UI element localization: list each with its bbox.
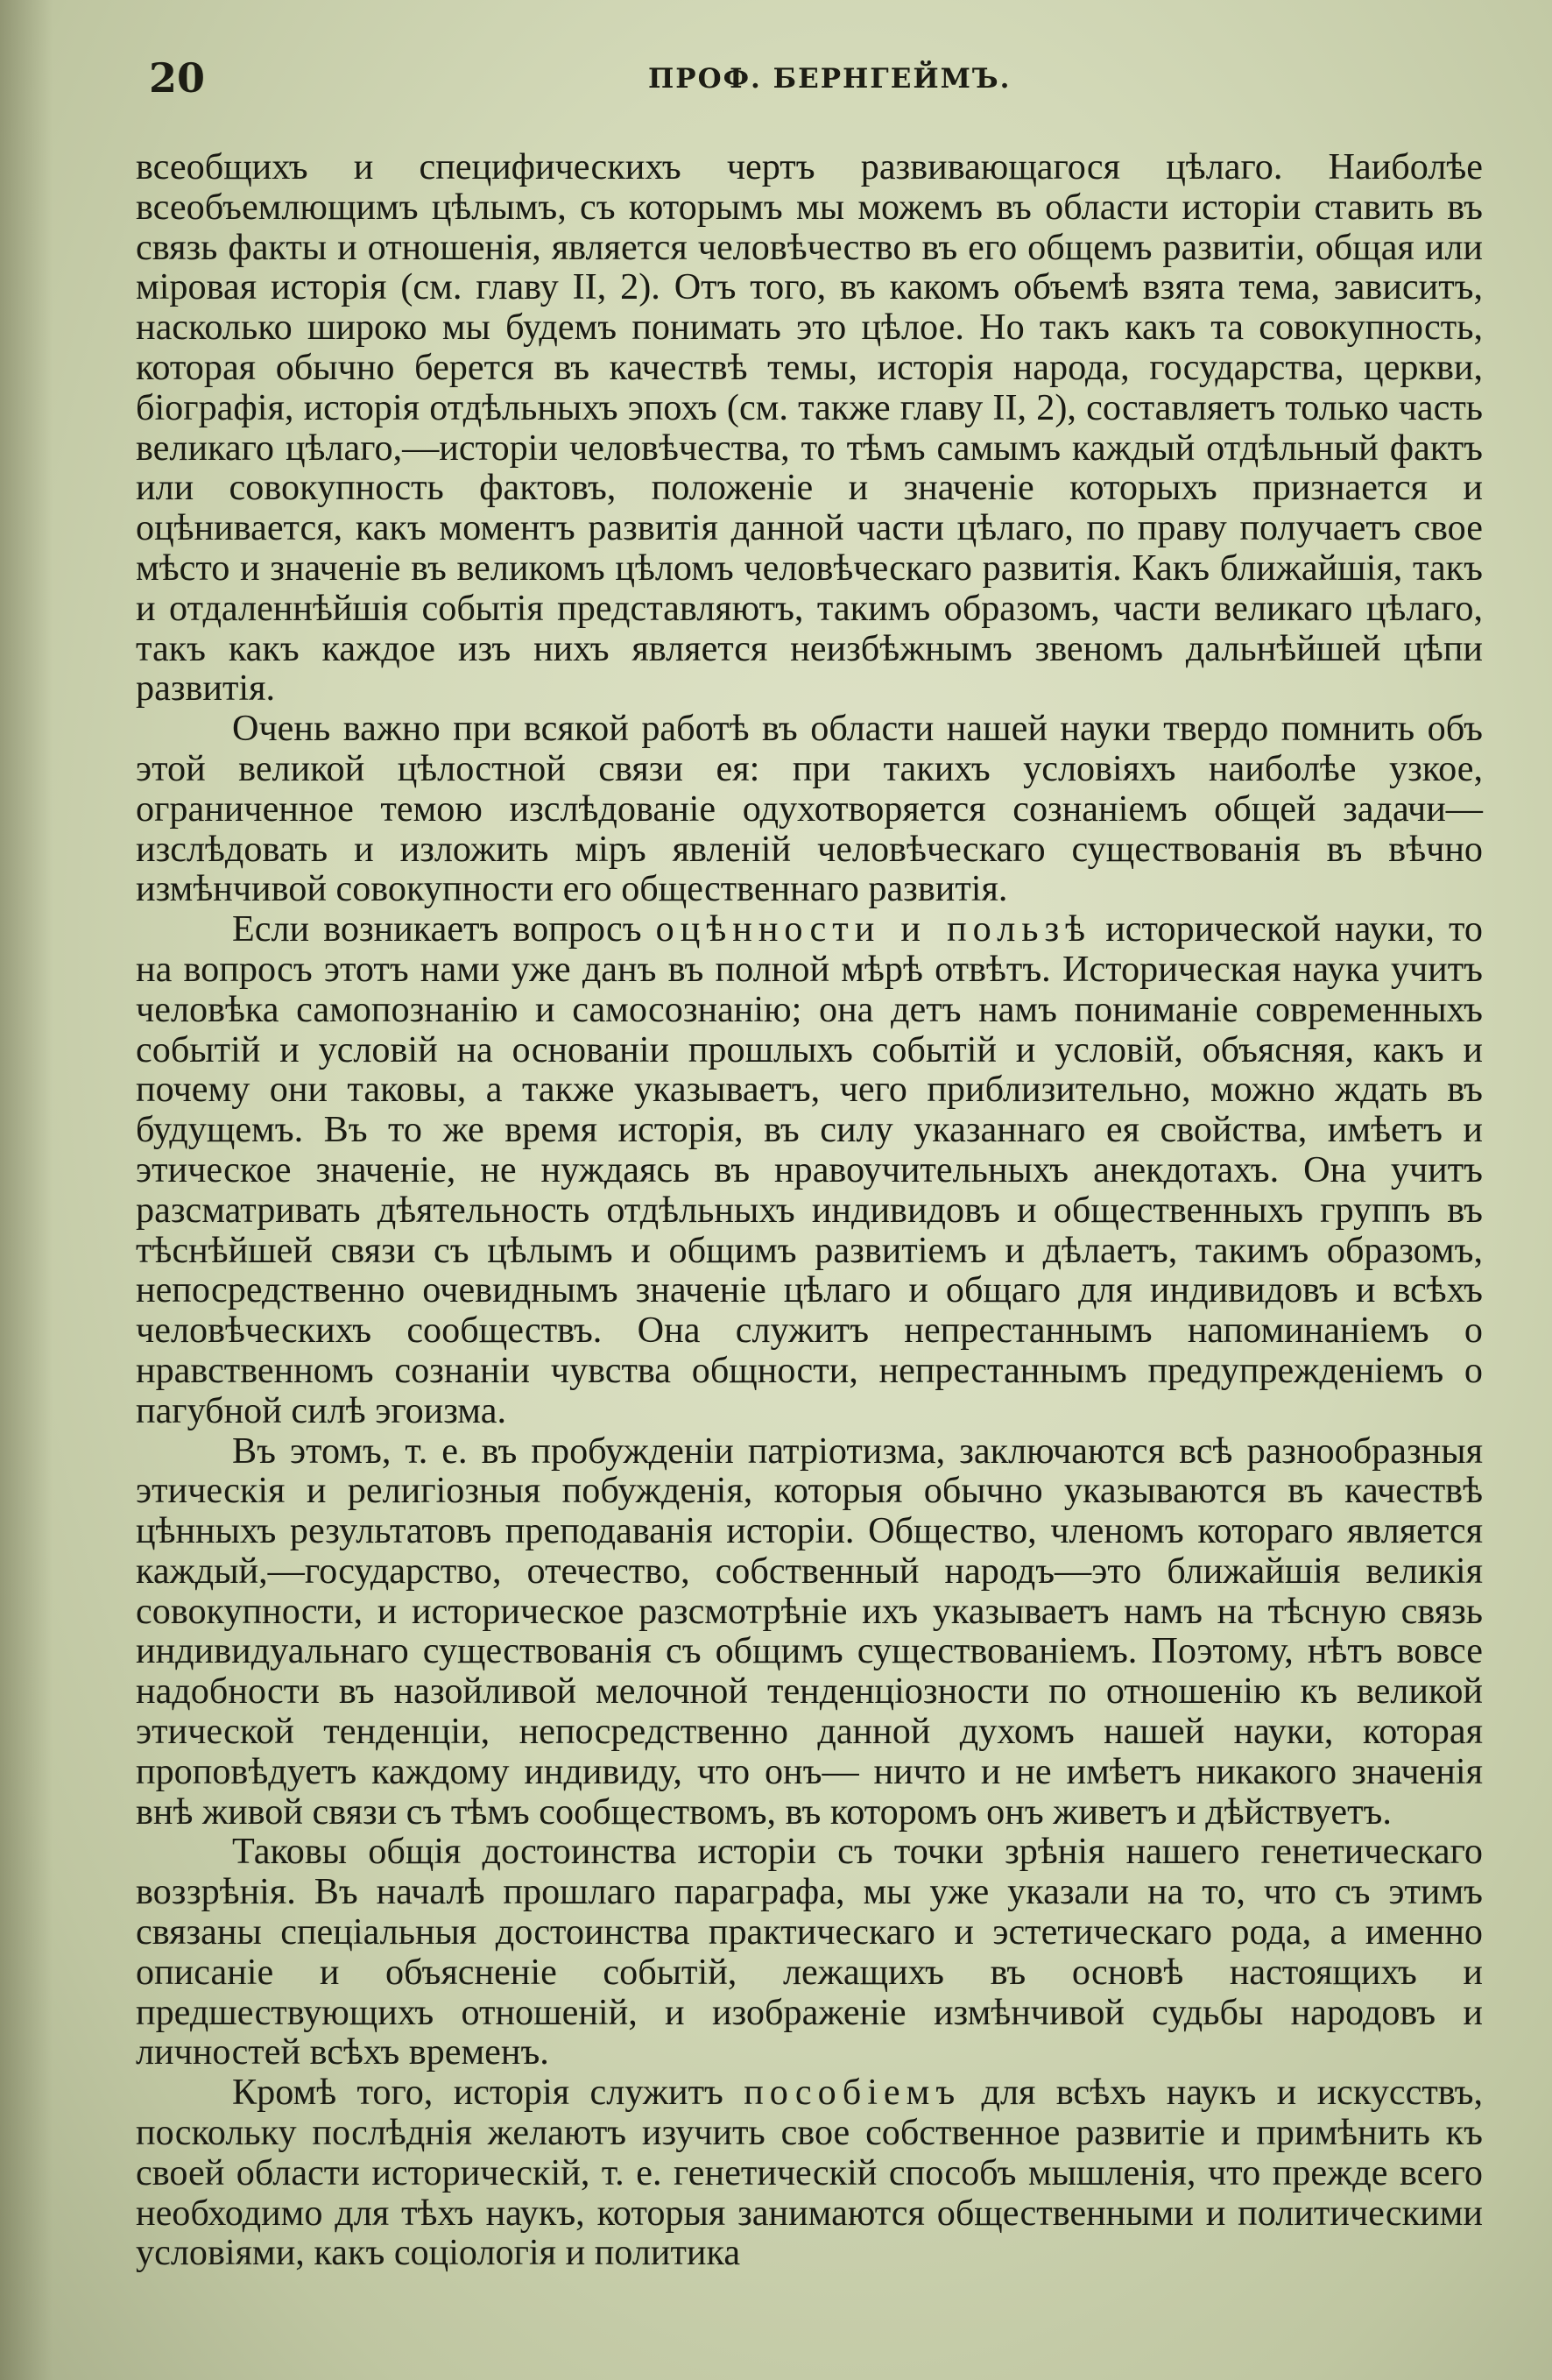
paragraph <box>136 147 1483 709</box>
paragraph <box>136 1431 1483 1833</box>
spaced-emphasis: пособіемъ <box>744 2072 962 2114</box>
paragraph-text-after: для всѣхъ наукъ и искусствъ, поскольку послѣднія желаютъ изучить свое собственное развитіе и примѣнить къ своей области историческій, т. е. генетическій способъ мышленія, что прежде всего необходимо для тѣхъ наукъ, которыя занимаются общественными и политическими условіями, какъ соціологія и политика <box>136 2072 1484 2274</box>
paragraph <box>136 2073 1483 2273</box>
page-number: 20 <box>149 54 206 102</box>
paragraph-text-after: исторической науки, то на вопросъ этотъ нами уже данъ въ полной мѣрѣ отвѣтъ. Историческая наука учитъ человѣка самопознанію и самосознанію; она детъ намъ пониманіе современныхъ событій и условій на основаніи прошлыхъ событій и условій, объясняя, какъ и почему они таковы, а также указываетъ, чего приблизительно, можно ждать въ будущемъ. Въ то же время исторія, въ силу указаннаго ея свойства, имѣетъ и этическое значеніе, не нуждаясь въ нравоучительныхъ анекдотахъ. Она учитъ разсматривать дѣятельность отдѣльныхъ индивидовъ и общественныхъ группъ въ тѣснѣйшей связи съ цѣлымъ и общимъ развитіемъ и дѣлаетъ, такимъ образомъ, непосредственно очевиднымъ значеніе цѣлаго и общаго для индивидовъ и всѣхъ человѣческихъ сообществъ. Она служитъ непрестаннымъ напоминаніемъ о нравственномъ сознаніи чувства общности, непрестаннымъ предупрежденіемъ о пагубной силѣ эгоизма. <box>136 908 1483 1431</box>
paragraph <box>136 909 1483 1430</box>
paragraph-text: Въ этомъ, т. е. въ пробужденіи патріотизма, заключаются всѣ разнообразныя этическія и религіозныя побужденія, которыя обычно указываются въ качествѣ цѣнныхъ результатовъ преподаванія исторіи. Общество, членомъ котораго является каждый,—государство, отечество, собственный народъ—это ближайшія великія совокупности, и историческое разсмотрѣніе ихъ указываетъ намъ на тѣсную связь индивидуальнаго существованія съ общимъ существованіемъ. Поэтому, нѣтъ вовсе надобности въ назойливой мелочной тенденціозности по отношенію къ великой этической тенденціи, непосредственно данной духомъ нашей науки, которая проповѣдуетъ каждому индивиду, что онъ— ничто и не имѣетъ никакого значенія внѣ живой связи съ тѣмъ сообществомъ, въ которомъ онъ живетъ и дѣйствуетъ. <box>136 1430 1483 1833</box>
paragraph <box>136 709 1483 909</box>
paragraph-text: Таковы общія достоинства исторіи съ точки зрѣнія нашего генетическаго воззрѣнія. Въ началѣ прошлаго параграфа, мы уже указали на то, что съ этимъ связаны спеціальныя достоинства практическаго и эстетическаго рода, а именно описаніе и объясненіе событій, лежащихъ въ основѣ настоящихъ и предшествующихъ отношеній, и изображеніе измѣнчивой судьбы народовъ и личностей всѣхъ временъ. <box>136 1831 1483 2073</box>
running-head: ПРОФ. БЕРНГЕЙМЪ. <box>648 63 1012 95</box>
spaced-emphasis: оцѣнности и пользѣ <box>655 908 1092 950</box>
paragraph-text-before: Если возникаетъ вопросъ <box>232 908 656 950</box>
page-header <box>149 54 1482 107</box>
body-text <box>136 147 1483 2273</box>
paragraph-text: всеобщихъ и специфическихъ чертъ развивающагося цѣлаго. Наиболѣе всеобъемлющимъ цѣлымъ, съ которымъ мы можемъ въ области исторіи ставить въ связь факты и отношенія, является человѣчество въ его общемъ развитіи, общая или міровая исторія (см. главу II, 2). Отъ того, въ какомъ объемѣ взята тема, зависитъ, насколько широко мы будемъ понимать это цѣлое. Но такъ какъ та совокупность, которая обычно берется въ качествѣ темы, исторія народа, государства, церкви, біографія, исторія отдѣльныхъ эпохъ (см. также главу II, 2), составляетъ только часть великаго цѣлаго,—исторіи человѣчества, то тѣмъ самымъ каждый отдѣльный фактъ или совокупность фактовъ, положеніе и значеніе которыхъ признается и оцѣнивается, какъ моментъ развитія данной части цѣлаго, по праву получаетъ свое мѣсто и значеніе въ великомъ цѣломъ человѣческаго развитія. Какъ ближайшія, такъ и отдаленнѣйшія событія представляютъ, такимъ образомъ, части великаго цѣлаго, такъ какъ каждое изъ нихъ является неизбѣжнымъ звеномъ дальнѣйшей цѣпи развитія. <box>136 146 1483 710</box>
paragraph-text: Очень важно при всякой работѣ въ области нашей науки твердо помнить объ этой великой цѣлостной связи ея: при такихъ условіяхъ наиболѣе узкое, ограниченное темою изслѣдованіе одухотворяется сознаніемъ общей задачи— изслѣдовать и изложить міръ явленій человѣческаго существованія въ вѣчно измѣнчивой совокупности его общественнаго развитія. <box>136 708 1483 910</box>
paragraph-text-before: Кромѣ того, исторія служитъ <box>232 2072 744 2114</box>
paragraph <box>136 1832 1483 2073</box>
